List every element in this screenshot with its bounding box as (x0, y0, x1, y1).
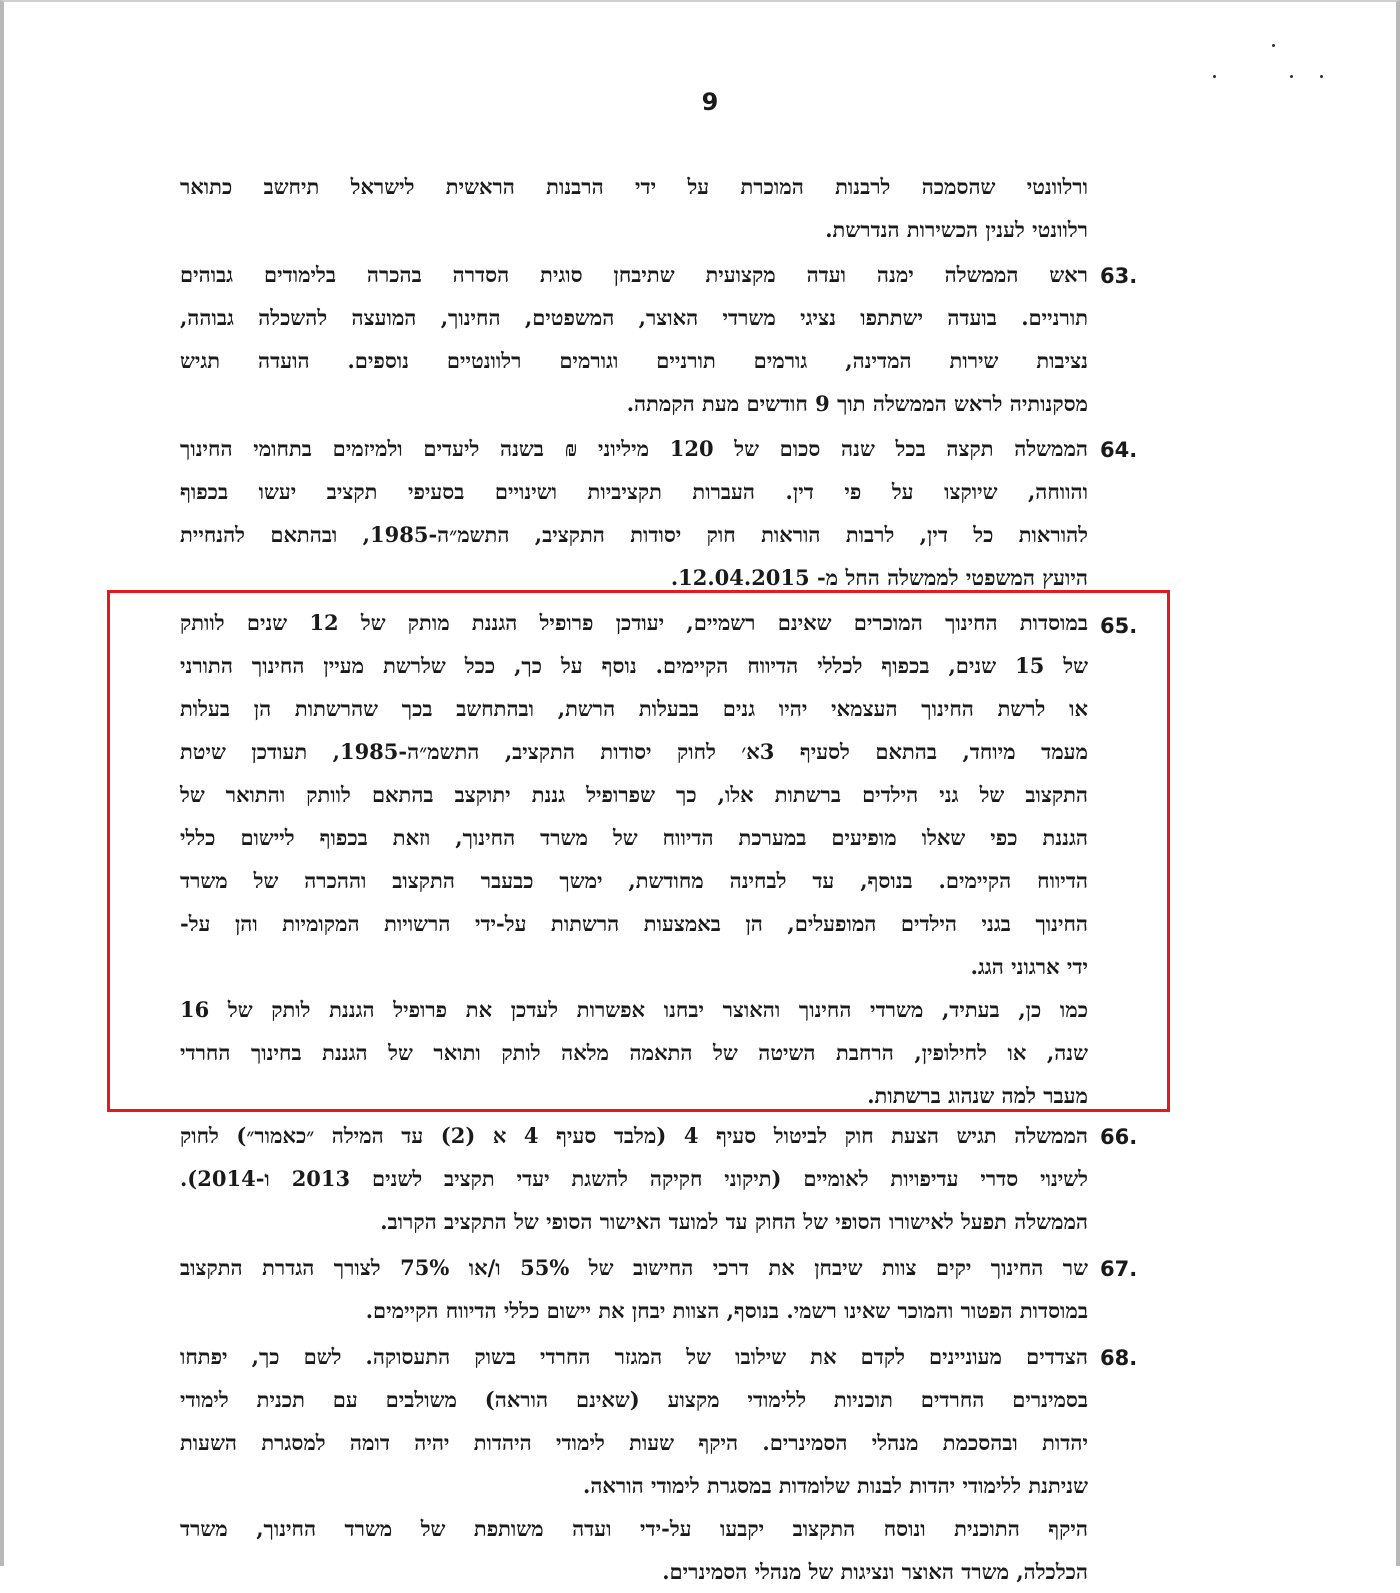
text-line: הצדדים מעוניינים לקדם את שילובו של המגזר החרדי בשוק התעסוקה. לשם כך, יפתחו (180, 1344, 1088, 1369)
scan-speck (1272, 44, 1275, 47)
text-line: נציבות שירות המדינה, גורמים תורניים וגורמים רלוונטיים נוספים. הועדה תגיש (180, 348, 1088, 373)
clause-67 (180, 1246, 1088, 1332)
text-line: החינוך בגני הילדים המופעלים, הן באמצעות הרשתות על-ידי הרשויות המקומיות והן על- (180, 911, 1088, 936)
text-line: הממשלה תקצה בכל שנה סכום של 120 מיליוני ₪ בשנה ליעדים ולמיזמים בתחומי החינוך (180, 436, 1088, 461)
text-line: ראש הממשלה ימנה ועדה מקצועית שתיבחן סוגית הסדרה בהכרה בלימודים גבוהים (180, 262, 1088, 287)
text-line: הגננת כפי שאלו מופיעים במערכת הדיווח של משרד החינוך, וזאת בכפוף ליישום כללי (180, 825, 1088, 850)
text-line: והווחה, שיוקצו על פי דין. העברות תקציביות ושינויים בסעיפי תקציב יעשו בכפוף (180, 479, 1088, 504)
text-line: רלוונטי לענין הכשירות הנדרשת. (825, 217, 1088, 242)
text-line: ידי ארגוני הגג. (970, 954, 1088, 979)
text-line: במוסדות הפטור והמוכר שאינו רשמי. בנוסף, הצוות יבחן את יישום כללי הדיווח הקיימים. (365, 1298, 1088, 1323)
text-line: במוסדות החינוך המוכרים שאינם רשמיים, יעודכן פרופיל הגננת מותק של 12 שנים לוותק (180, 610, 1089, 635)
clause-number-65: 65. (1100, 614, 1138, 638)
text-line: מעבר למה שנהוג ברשתות. (867, 1083, 1088, 1108)
continuation-paragraph (180, 165, 1088, 251)
text-line: הממשלה תפעל לאישורו הסופי של החוק עד למועד האישור הסופי של התקציב הקרוב. (380, 1209, 1088, 1234)
text-line: לשינוי סדרי עדיפויות לאומיים (תיקוני חקיקה להשגת יעדי תקציב לשנים 2013 ו-2014). (180, 1166, 1088, 1191)
text-line: כמו כן, בעתיד, משרדי החינוך והאוצר יבחנו אפשרות לעדכן את פרופיל הגננת לותק של 16 (180, 997, 1088, 1022)
clause-number-68: 68. (1100, 1346, 1138, 1370)
text-line: שנה, או לחילופין, הרחבת השיטה של התאמה מלאה לותק ותואר של הגננת בחינוך החרדי (180, 1040, 1088, 1065)
text-line: הממשלה תגיש הצעת חוק לביטול סעיף 4 (מלבד סעיף 4 א (2) עד המילה ״כאמור״) לחוק (180, 1123, 1088, 1148)
text-line: של 15 שנים, בכפוף לכללי הדיווח הקיימים. נוסף על כך, ככל שלרשת מעיין החינוך התורני (180, 653, 1088, 678)
clause-66 (180, 1114, 1088, 1243)
text-line: יהדות ובהסכמת מנהלי הסמינרים. היקף שעות לימודי היהדות יהיה דומה למסגרת השעות (180, 1430, 1088, 1455)
text-line: מסקנותיה לראש הממשלה תוך 9 חודשים מעת הקמתה. (626, 391, 1088, 416)
clause-64 (180, 427, 1088, 599)
text-line: מעמד מיוחד, בהתאם לסעיף 3א׳ לחוק יסודות התקציב, התשמ״ה-1985, תעודכן שיטת (180, 739, 1088, 764)
text-line: בסמינרים החרדים תוכניות ללימודי מקצוע (שאינם הוראה) משולבים עם תכנית לימודי (180, 1387, 1088, 1412)
scan-speck (1320, 75, 1323, 78)
scan-speck (1290, 75, 1293, 78)
text-line: התקצוב של גני הילדים ברשתות אלו, כך שפרופיל גננת יתוקצב בהתאם לוותק והתואר של (180, 782, 1088, 807)
clause-number-64: 64. (1100, 438, 1138, 462)
page-number: 9 (701, 88, 719, 116)
clause-number-66: 66. (1100, 1125, 1138, 1149)
text-line: הדיווח הקיימים. בנוסף, עד לבחינה מחודשת, ימשך כבעבר התקצוב וההכרה של משרד (180, 868, 1088, 893)
text-line: היקף התוכנית ונוסח התקצוב יקבעו על-ידי ועדה משותפת של משרד החינוך, משרד (180, 1516, 1088, 1541)
clause-68 (180, 1335, 1088, 1593)
text-line: שר החינוך יקים צוות שיבחן את דרכי החישוב של 55% ו/או 75% לצורך הגדרת התקצוב (180, 1255, 1088, 1280)
clause-number-63: 63. (1100, 264, 1138, 288)
text-line: הכלכלה, משרד האוצר ונציגות של מנהלי הסמינרים. (662, 1559, 1088, 1584)
text-line: תורניים. בועדה ישתתפו נציגי משרדי האוצר, המשפטים, החינוך, המועצה להשכלה גבוהה, (180, 305, 1088, 330)
clause-65 (180, 601, 1088, 1117)
text-line: להוראות כל דין, לרבות הוראות חוק יסודות התקציב, התשמ״ה-1985, ובהתאם להנחיית (180, 522, 1088, 547)
clause-number-67: 67. (1100, 1257, 1138, 1281)
text-line: היועץ המשפטי לממשלה החל מ- 12.04.2015. (670, 565, 1088, 590)
text-line: שניתנת ללימודי יהדות לבנות שלומדות במסגרת לימודי הוראה. (583, 1473, 1088, 1498)
text-line: או לרשת החינוך העצמאי יהיו גנים בבעלות הרשת, ובהתחשב בכך שהרשתות הן בעלות (180, 696, 1088, 721)
text-line: ורלוונטי שהסמכה לרבנות המוכרת על ידי הרבנות הראשית לישראל תיחשב כתואר (180, 174, 1088, 199)
scan-speck (1213, 75, 1216, 78)
clause-63 (180, 253, 1088, 425)
